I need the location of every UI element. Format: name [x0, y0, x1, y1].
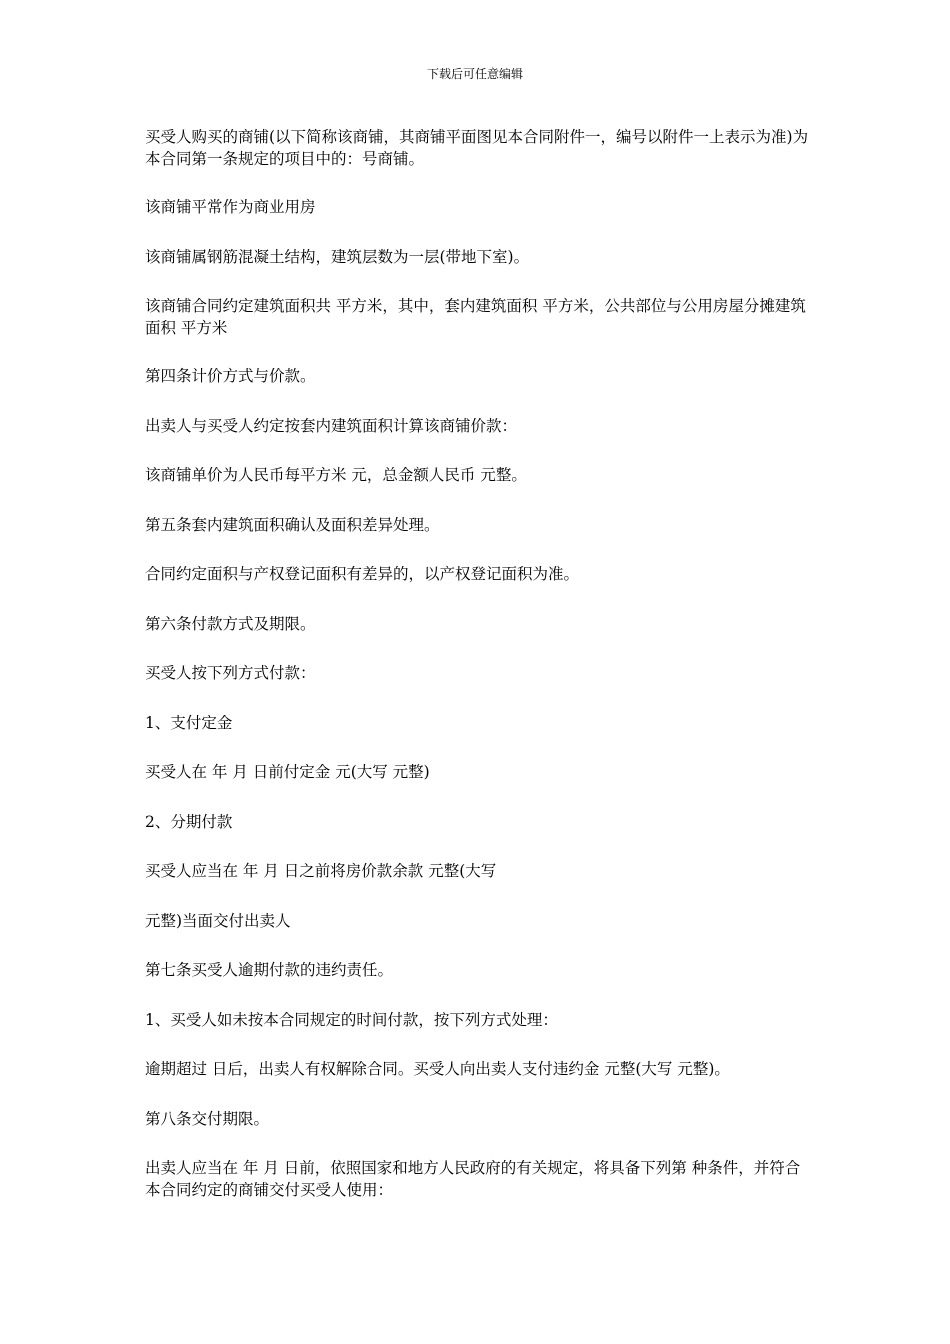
section-heading-article-8: 第八条交付期限。: [145, 1109, 270, 1128]
paragraph-commercial-use: 该商铺平常作为商业用房: [145, 198, 316, 216]
page-header: 下载后可任意编辑: [426, 67, 523, 81]
list-item-installment: 2、分期付款: [145, 812, 233, 831]
paragraph-delivery-terms: 出卖人应当在 年 月 日前，依照国家和地方人民政府的有关规定，将具备下列第 种条件，并符合本合同约定的商铺交付买受人使用：: [145, 1159, 801, 1199]
paragraph-payment-method: 买受人按下列方式付款：: [145, 664, 316, 682]
paragraph-pricing-basis: 出卖人与买受人约定按套内建筑面积计算该商铺价款：: [145, 416, 518, 435]
section-heading-article-7: 第七条买受人逾期付款的违约责任。: [145, 961, 394, 979]
paragraph-area-difference: 合同约定面积与产权登记面积有差异的，以产权登记面积为准。: [145, 565, 580, 583]
paragraph-shop-description: 买受人购买的商铺(以下简称该商铺，其商铺平面图见本合同附件一，编号以附件一上表示为准)为本合同第一条规定的项目中的：号商铺。: [145, 128, 809, 168]
list-item-late-payment: 1、买受人如未按本合同规定的时间付款，按下列方式处理：: [145, 1010, 558, 1029]
paragraph-deposit-terms: 买受人在 年 月 日前付定金 元(大写 元整): [145, 763, 430, 781]
section-heading-article-4: 第四条计价方式与价款。: [145, 367, 316, 385]
paragraph-balance-payment-cont: 元整)当面交付出卖人: [145, 911, 291, 930]
list-item-deposit: 1、支付定金: [145, 713, 233, 732]
paragraph-late-penalty: 逾期超过 日后，出卖人有权解除合同。买受人向出卖人支付违约金 元整(大写 元整)。: [145, 1060, 730, 1078]
paragraph-area: 该商铺合同约定建筑面积共 平方米，其中，套内建筑面积 平方米，公共部位与公用房屋分摊建筑面积 平方米: [145, 297, 806, 337]
paragraph-unit-price: 该商铺单价为人民币每平方米 元，总金额人民币 元整。: [145, 466, 527, 484]
document-body: [145, 126, 810, 1227]
section-heading-article-6: 第六条付款方式及期限。: [145, 614, 316, 633]
paragraph-balance-payment: 买受人应当在 年 月 日之前将房价款余款 元整(大写: [145, 862, 497, 880]
section-heading-article-5: 第五条套内建筑面积确认及面积差异处理。: [145, 515, 440, 534]
paragraph-structure: 该商铺属钢筋混凝土结构，建筑层数为一层(带地下室)。: [145, 247, 530, 266]
